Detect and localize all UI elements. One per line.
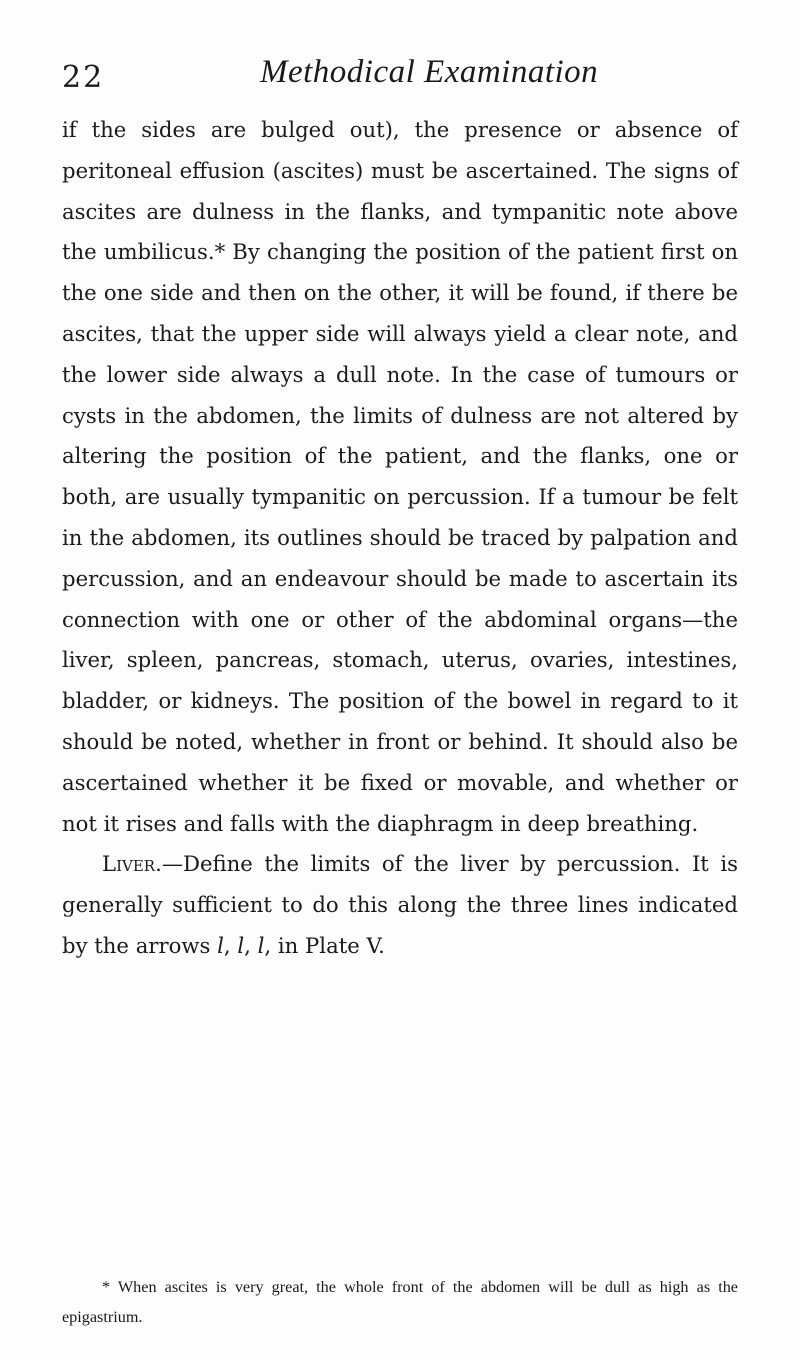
page-number: 22 — [62, 60, 105, 95]
arrow-label-1: l — [217, 932, 224, 958]
liver-heading: Liver — [102, 851, 156, 877]
running-title: Methodical Examination — [260, 54, 599, 90]
arrow-separator-2: , — [244, 932, 258, 958]
running-head — [62, 42, 732, 95]
arrow-label-2: l — [237, 932, 245, 958]
paragraph-liver — [62, 844, 738, 966]
arrow-label-3: l — [257, 932, 265, 958]
footnote: * When ascites is very great, the whole front of the abdomen will be dull as high as the epigastrium. — [62, 1278, 738, 1326]
arrow-separator-1: , — [223, 932, 238, 958]
paragraph-ascites: if the sides are bulged out), the presence or absence of peritoneal effusion (ascites) must be ascertained. The signs of ascites are dulness in the flanks, and tympanitic note above the umbilicus.* By changing the position of the patient first on the one side and then on the other, it will be found, if there be ascites, that the upper side will always yield a clear note, and the lower side always a dull note. In the case of tumours or cysts in the abdomen, the limits of dulness are not altered by altering the position of the patient, and the flanks, one or both, are usually tympanitic on percussion. If a tumour be felt in the abdomen, its outlines should be traced by palpation and percussion, and an endeavour should be made to ascertain its connection with one or other of the abdominal organs—the liver, spleen, pancreas, stomach, uterus, ovaries, intestines, bladder, or kidneys. The position of the bowel in regard to it should be noted, whether in front or behind. It should also be ascertained whether it be fixed or movable, and whether or not it rises and falls with the diaphragm in deep breathing. — [62, 117, 738, 836]
body-text — [62, 110, 738, 967]
liver-text-a: .—Define the limits of the liver by percussion. It is generally sufficient to do this along the three lines indicated by the arrows — [62, 851, 738, 958]
liver-text-b: , in Plate V. — [264, 932, 385, 958]
